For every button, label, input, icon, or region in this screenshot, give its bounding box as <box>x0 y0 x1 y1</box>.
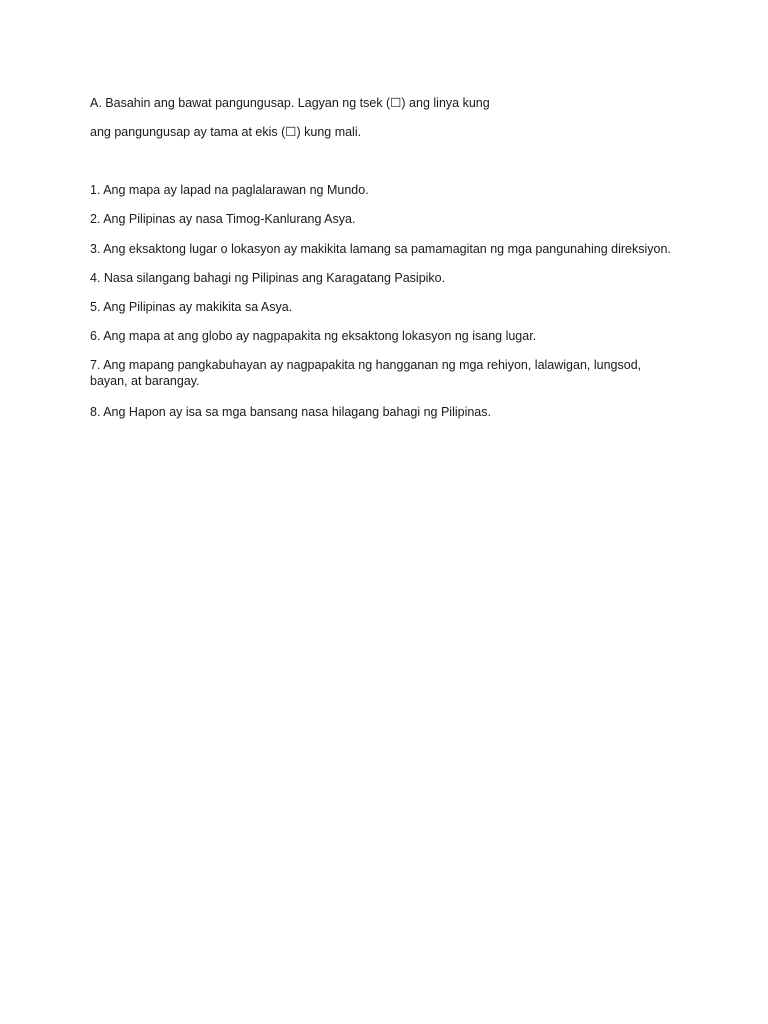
question-item-6: 6. Ang mapa at ang globo ay nagpapakita ng eksaktong lokasyon ng isang lugar. <box>90 329 537 343</box>
question-item-7: 7. Ang mapang pangkabuhayan ay nagpapakita ng hangganan ng mga rehiyon, lalawigan, lungsod, bayan, at barangay. <box>90 358 642 388</box>
question-item-5: 5. Ang Pilipinas ay makikita sa Asya. <box>90 300 293 314</box>
instruction-line-2: ang pangungusap ay tama at ekis (☐) kung mali. <box>90 125 362 139</box>
instruction-line-1: A. Basahin ang bawat pangungusap. Lagyan ng tsek (☐) ang linya kung <box>90 96 490 110</box>
question-item-4: 4. Nasa silangang bahagi ng Pilipinas ang Karagatang Pasipiko. <box>90 271 446 285</box>
question-item-3: 3. Ang eksaktong lugar o lokasyon ay makikita lamang sa pamamagitan ng mga pangunahing direksiyon. <box>90 242 671 256</box>
question-item-2: 2. Ang Pilipinas ay nasa Timog-Kanlurang Asya. <box>90 212 356 226</box>
question-item-1: 1. Ang mapa ay lapad na paglalarawan ng Mundo. <box>90 183 369 197</box>
question-item-8: 8. Ang Hapon ay isa sa mga bansang nasa hilagang bahagi ng Pilipinas. <box>90 405 491 419</box>
